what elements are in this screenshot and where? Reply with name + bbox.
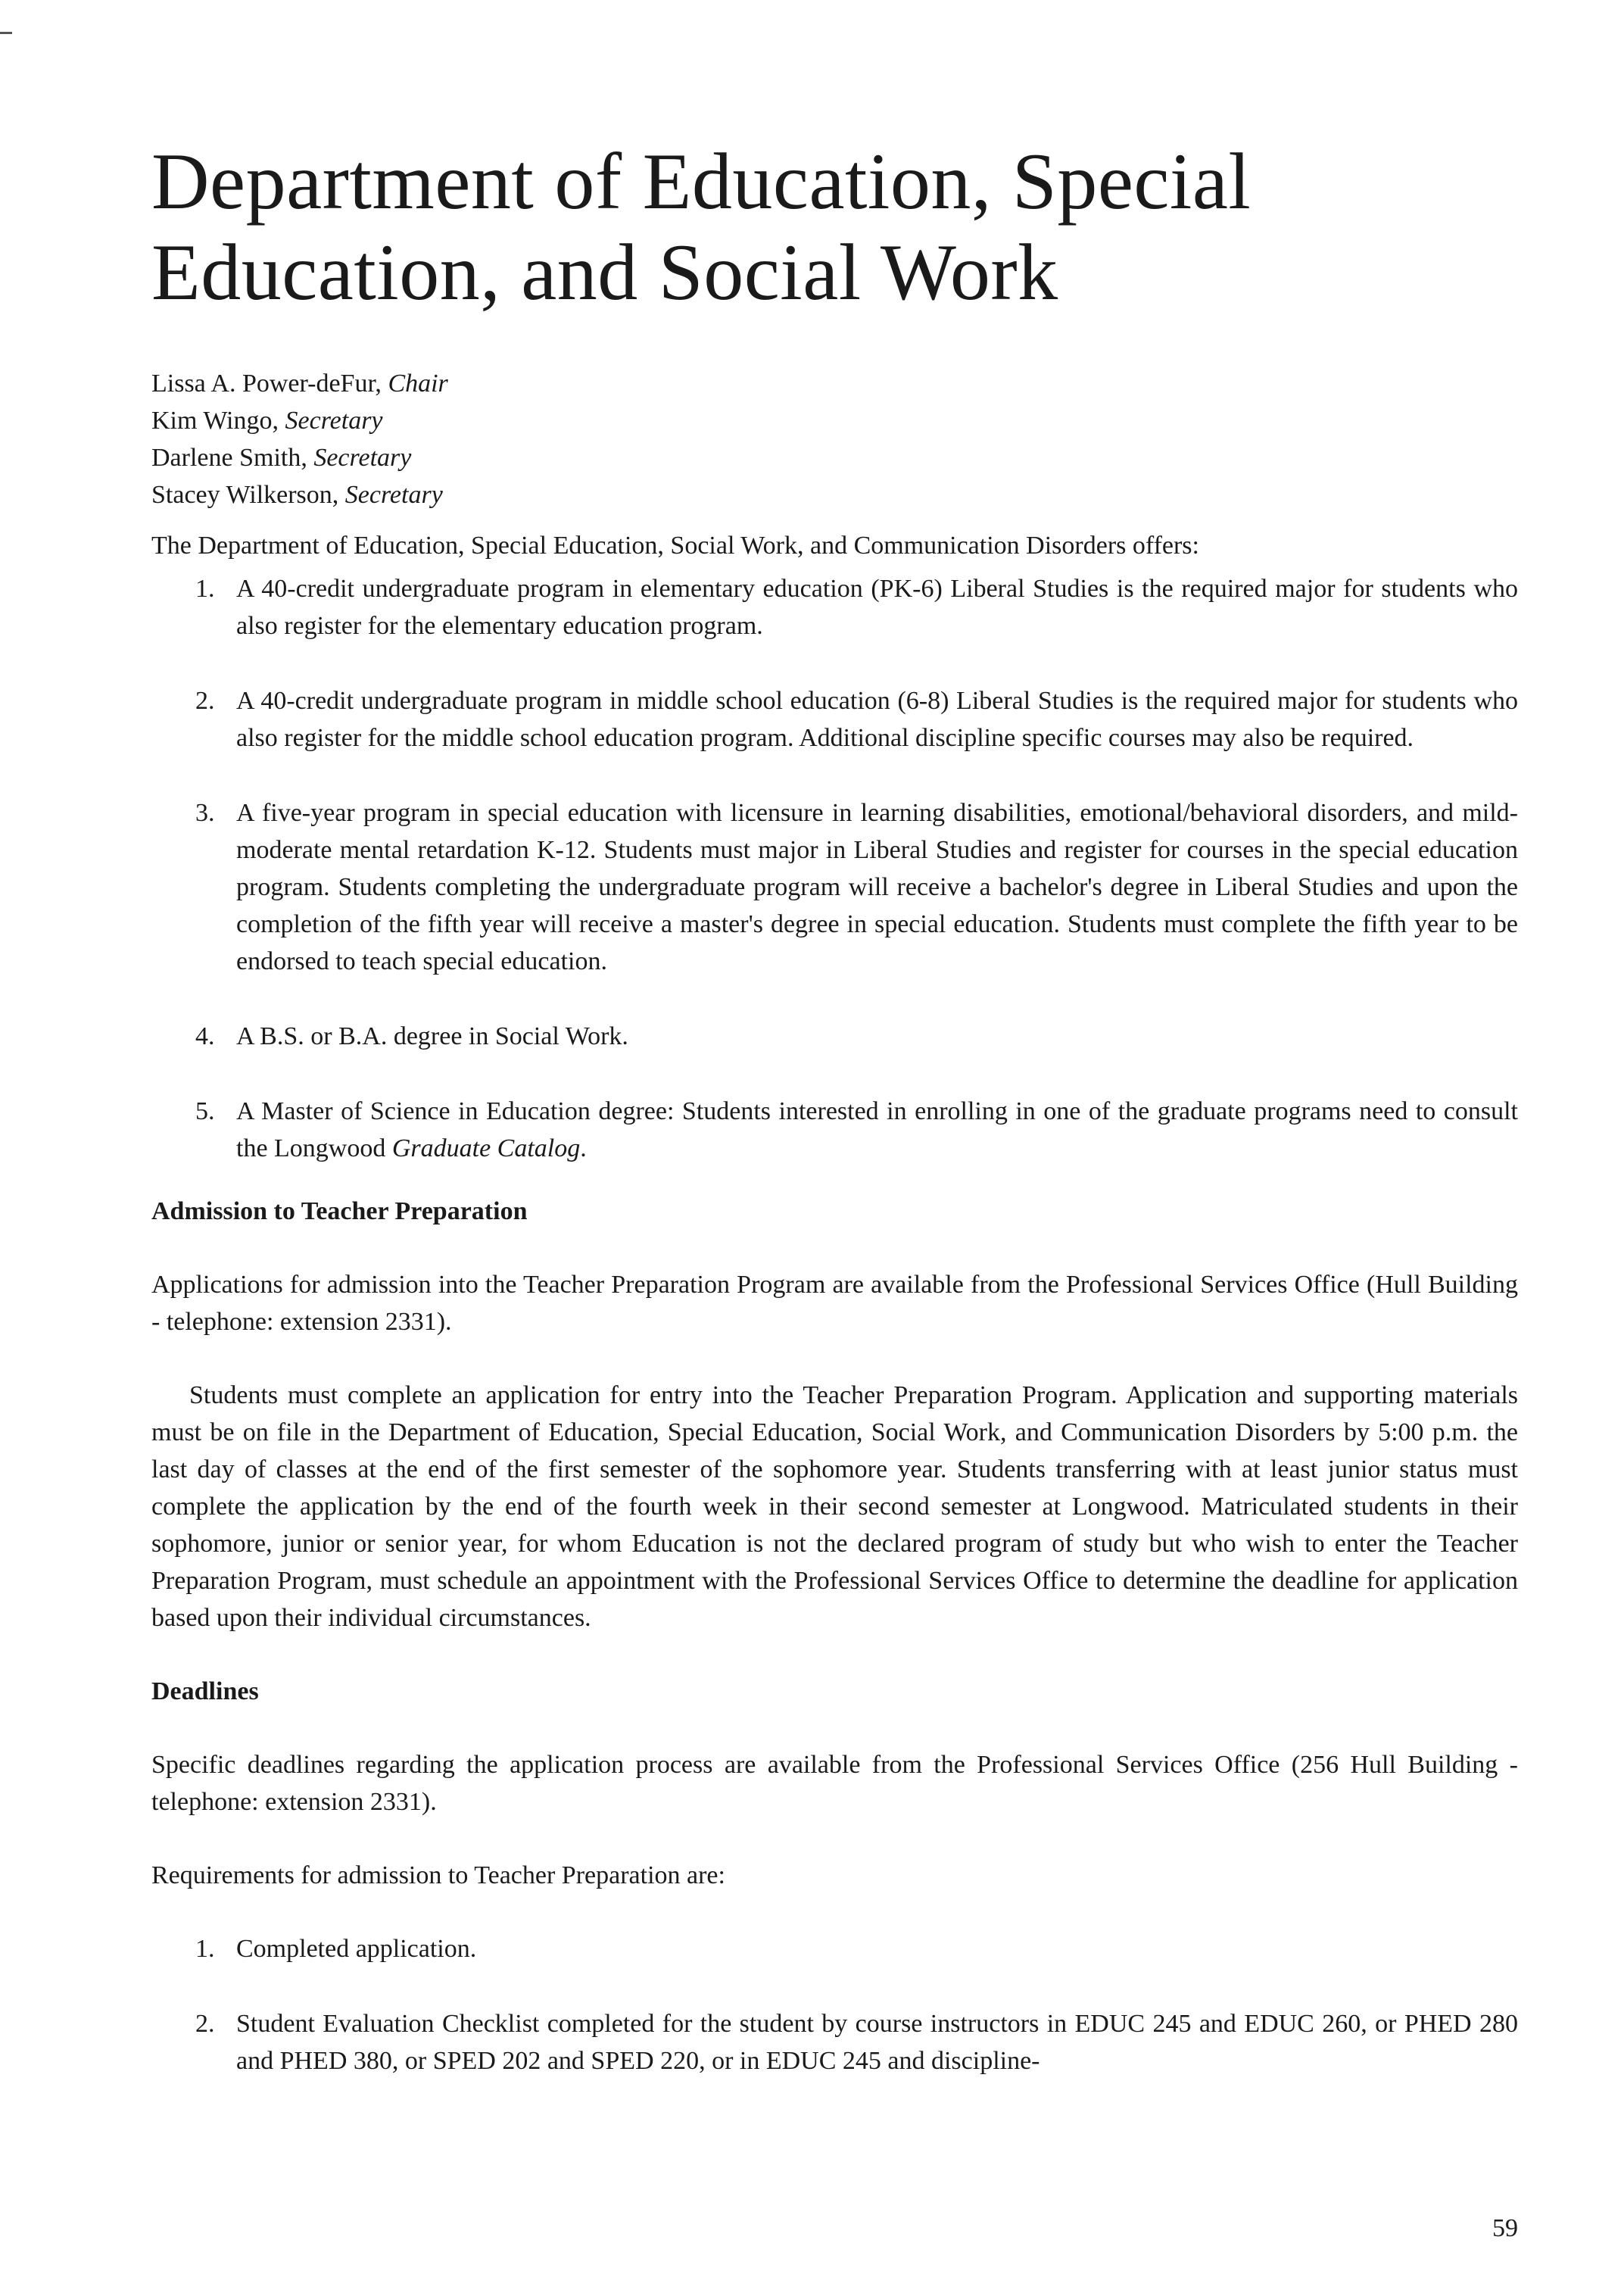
staff-list [151, 365, 1518, 513]
item-text: A 40-credit undergraduate program in elementary education (PK-6) Liberal Studies is the required major for students who also register for the elementary education program. [236, 575, 1518, 640]
offers-intro: The Department of Education, Special Education, Social Work, and Communication Disorders offers: [151, 532, 1199, 560]
requirements-list [151, 1930, 1518, 2079]
item-number: 2. [195, 687, 215, 715]
staff-role: Secretary [313, 444, 412, 472]
item-number: 4. [195, 1022, 215, 1050]
catalog-title: Graduate Catalog [391, 1134, 581, 1162]
item-number: 3. [195, 799, 215, 827]
staff-name: Darlene Smith, [151, 444, 307, 472]
staff-member [151, 365, 1518, 402]
staff-name: Lissa A. Power-deFur, [151, 370, 382, 398]
staff-role: Secretary [285, 407, 383, 435]
item-text: Completed application. [236, 1935, 477, 1963]
item-number: 1. [195, 1935, 215, 1963]
document-page [151, 136, 1518, 2079]
requirements-intro: Requirements for admission to Teacher Preparation are: [151, 1861, 725, 1889]
item-number: 5. [195, 1097, 215, 1125]
staff-role: Chair [388, 370, 448, 398]
item-text: A B.S. or B.A. degree in Social Work. [236, 1022, 628, 1050]
list-item [151, 682, 1518, 757]
page-title: Department of Education, Special Education, and Social Work [151, 137, 1252, 317]
item-text: A Master of Science in Education degree: Students interested in enrolling in one of the graduate programs need to consult the Longwood [236, 1097, 1518, 1162]
staff-member [151, 476, 1518, 513]
scan-mark [0, 32, 12, 34]
staff-name: Stacey Wilkerson, [151, 481, 339, 509]
list-item [151, 1930, 1518, 1967]
list-item [151, 1018, 1518, 1055]
deadlines-paragraph: Specific deadlines regarding the application process are available from the Professional Services Office (256 Hull Building - telephone: extension 2331). [151, 1751, 1518, 1816]
item-text: A five-year program in special education with licensure in learning disabilities, emotional/behavioral disorders, and mild-moderate mental retardation K-12. Students must major in Liberal Studies and register for courses in the special education program. Students completing the undergraduate program will receive a bachelor's degree in Liberal Studies and upon the completion of the fifth year will receive a master's degree in special education. Students must complete the fifth year to be endorsed to teach special education. [236, 799, 1518, 975]
item-text: A 40-credit undergraduate program in middle school education (6-8) Liberal Studies is the required major for students who also register for the middle school education program. Additional discipline specific courses may also be required. [236, 687, 1518, 752]
deadlines-heading: Deadlines [151, 1677, 259, 1705]
staff-name: Kim Wingo, [151, 407, 279, 435]
item-text-end: . [580, 1134, 587, 1162]
item-number: 1. [195, 575, 215, 603]
page-number: 59 [1492, 2214, 1518, 2242]
admission-paragraph: Applications for admission into the Teacher Preparation Program are available from the Professional Services Office (Hull Building - telephone: extension 2331). [151, 1271, 1518, 1336]
staff-member [151, 402, 1518, 439]
staff-role: Secretary [344, 481, 443, 509]
admission-heading: Admission to Teacher Preparation [151, 1197, 528, 1225]
staff-member [151, 439, 1518, 476]
item-number: 2. [195, 2010, 215, 2038]
list-item [151, 570, 1518, 644]
admission-paragraph: Students must complete an application for entry into the Teacher Preparation Program. Application and supporting materials must be on file in the Department of Education, Special Education, Social Work, and Communication Disorders by 5:00 p.m. the last day of classes at the end of the first semester of the sophomore year. Students transferring with at least junior status must complete the application by the end of the fourth week in their second semester at Longwood. Matriculated students in their sophomore, junior or senior year, for whom Education is not the declared program of study but who wish to enter the Teacher Preparation Program, must schedule an appointment with the Professional Services Office to determine the deadline for application based upon their individual circumstances. [151, 1381, 1518, 1632]
item-text: Student Evaluation Checklist completed for the student by course instructors in EDUC 245 and EDUC 260, or PHED 280 and PHED 380, or SPED 202 and SPED 220, or in EDUC 245 and discipline- [236, 2010, 1518, 2075]
offers-list [151, 570, 1518, 1167]
list-item [151, 1093, 1518, 1167]
list-item [151, 794, 1518, 980]
list-item [151, 2005, 1518, 2079]
